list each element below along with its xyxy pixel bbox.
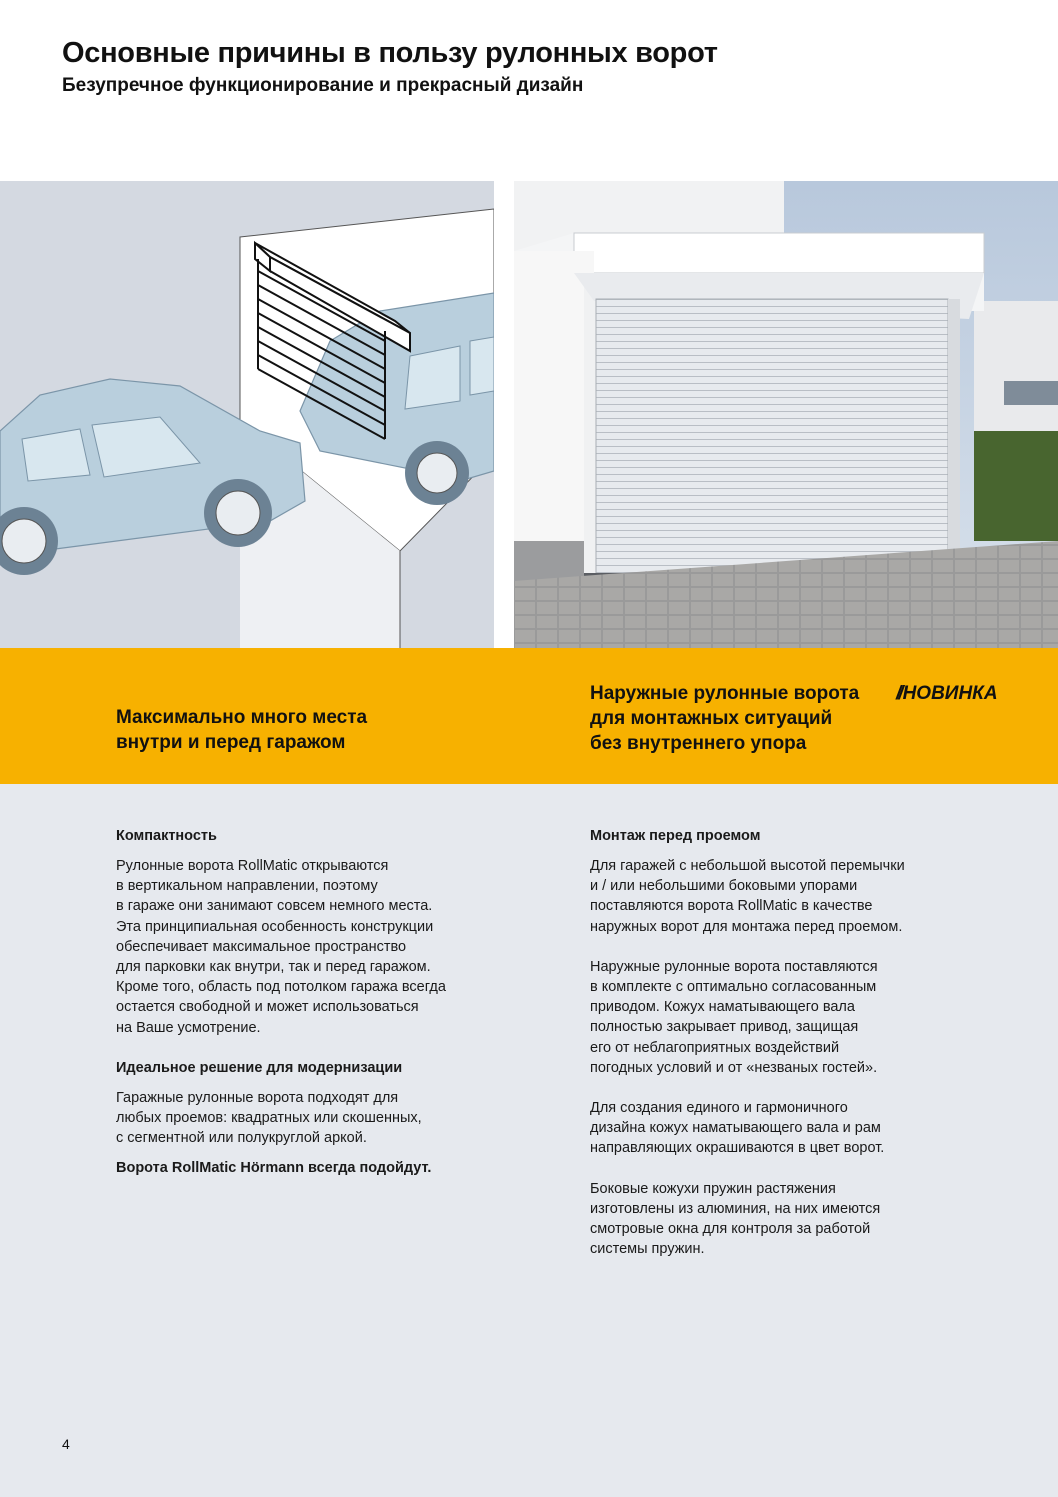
- band-heading-right: [590, 681, 1040, 756]
- new-badge: [896, 681, 998, 706]
- page-header: [62, 36, 718, 98]
- band-heading-left-text: Максимально много места внутри и перед гаражом: [116, 707, 368, 753]
- left-column: [116, 826, 516, 1179]
- front-mount-text-2: Наружные рулонные ворота поставляются в комплекте с оптимально согласованным приводом. Кожух наматывающего вала полностью закрывает привод, защищая его от неблагоприятных воздействий погодных условий и от «незваных гостей».: [590, 958, 878, 1076]
- garage-illustration: [0, 181, 494, 648]
- new-badge-mark: //: [896, 683, 901, 704]
- front-mount-text-3: Для создания единого и гармоничного дизайна кожух наматывающего вала и рам направляющих окрашиваются в цвет ворот.: [590, 1100, 885, 1157]
- compactness-text: Рулонные ворота RollMatic открываются в вертикальном направлении, поэтому в гараже они занимают совсем немного места. Эта принципиальная особенность конструкции обеспечивает максимальное пространство для парковки как внутри, так и перед гаражом. Кроме того, область под потолком гаража всегда остается свободной и может использоваться на Ваше усмотрение.: [116, 858, 446, 1036]
- band-heading-right-text: Наружные рулонные ворота для монтажных ситуаций без внутреннего упора: [590, 683, 860, 754]
- new-badge-text: НОВИНКА: [902, 683, 998, 704]
- front-mount-heading: Монтаж перед проемом: [590, 828, 761, 844]
- compactness-heading: Компактность: [116, 828, 217, 844]
- front-mount-text-4: Боковые кожухи пружин растяжения изготовлены из алюминия, на них имеются смотровые окна для контроля за работой системы пружин.: [590, 1180, 881, 1258]
- right-column: [590, 826, 990, 1259]
- page-subtitle: Безупречное функционирование и прекрасный дизайн: [62, 75, 584, 96]
- modernization-heading: Идеальное решение для модернизации: [116, 1059, 403, 1076]
- modernization-text: Гаражные рулонные ворота подходят для любых проемов: квадратных или скошенных, с сегментной или полукруглой аркой.: [116, 1089, 422, 1147]
- garage-photo: [514, 181, 1058, 648]
- page-title: Основные причины в пользу рулонных ворот: [62, 37, 718, 69]
- front-mount-text-1: Для гаражей с небольшой высотой перемычки и / или небольшими боковыми упорами поставляются ворота RollMatic в качестве наружных ворот для монтажа перед проемом.: [590, 858, 905, 935]
- page-number: 4: [62, 1436, 70, 1452]
- band-heading-left: [116, 705, 367, 755]
- rollmatic-claim: Ворота RollMatic Hörmann всегда подойдут.: [116, 1160, 432, 1177]
